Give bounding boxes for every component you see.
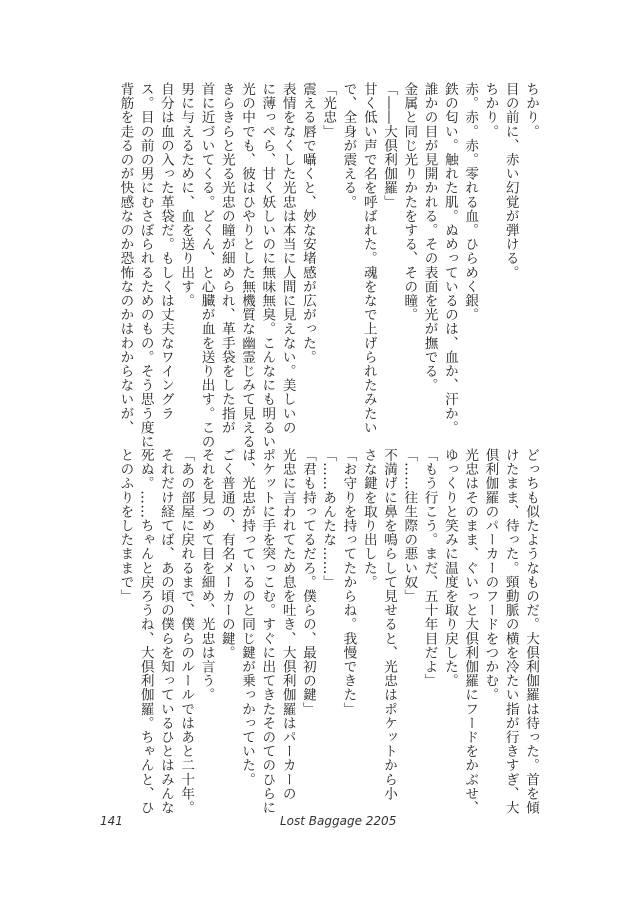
text-line: 倶利伽羅のパーカーのフードをつかむ。 <box>482 448 499 702</box>
text-line: 「――大倶利伽羅」 <box>381 82 398 209</box>
text-line: 「お守りを持ってたからね。我慢できた」 <box>340 448 357 716</box>
text-line: 光の中でも、彼はひやりとした無機質な幽霊じみて見える。 <box>239 82 256 463</box>
text-line: 光忠はそのまま、ぐいっと大倶利伽羅にフードをかぶせ、 <box>462 448 479 815</box>
text-line: 「あの部屋に戻れるまで、僕らのルールではあと二十年。 <box>178 448 195 815</box>
text-line: 「もう行こう。まだ、五十年目だよ」 <box>421 448 438 688</box>
text-line: 光忠に言われてため息を吐き、大倶利伽羅はパーカーの <box>279 448 296 801</box>
text-line: ス。目の前の男にむさぼられるためのもの。そう思う度に <box>137 82 154 449</box>
page-number: 141 <box>100 814 123 828</box>
text-line: 「光忠」 <box>320 82 337 139</box>
text-line: 震える唇で囁くと、妙な安堵感が広がった。 <box>299 82 316 364</box>
text-line: 「……あんたな……」 <box>320 448 337 589</box>
text-line: ちかり。 <box>523 82 539 139</box>
text-line: 死ぬ。……ちゃんと戻ろうね、大倶利伽羅。ちゃんと、ひ <box>137 448 154 815</box>
text-line: 首に近づいてくる。どくん、と心臓が血を送り出す。この <box>198 82 215 449</box>
text-line: とのふりをしたままで」 <box>117 448 134 604</box>
text-line: それだけ経てば、あの頃の僕らを知っているひとはみんな <box>157 448 174 815</box>
text-line: それを見つめて目を細め、光忠は言う。 <box>198 448 215 702</box>
text-line: どっちも似たようなものだ。大倶利伽羅は待った。首を傾 <box>523 448 539 815</box>
text-line: ポケットに手を突っこむ。すぐに出てきたそのてのひらに <box>259 448 276 815</box>
book-title: Lost Baggage 2205 <box>280 814 397 828</box>
text-line: 鉄の匂い。触れた肌。ぬめっているのは、血か、汗か。 <box>441 82 458 435</box>
text-line: は、光忠が持っているのと同じ鍵が乗っかっていた。 <box>239 448 256 787</box>
text-line: ちかり。 <box>482 82 499 139</box>
text-line: 不満げに鼻を鳴らして見せると、光忠はポケットから小 <box>381 448 398 801</box>
text-line: さな鍵を取り出した。 <box>360 448 377 589</box>
text-line: 誰かの目が見開かれる。その表面を光が撫でる。 <box>421 82 438 393</box>
text-line: 「……往生際の悪い奴」 <box>401 448 418 604</box>
text-line: 自分は血の入った革袋だ。もしくは丈夫なワイングラ <box>157 82 174 421</box>
text-line: ゆっくりと笑みに温度を取り戻した。 <box>441 448 458 688</box>
text-line: 背筋を走るのが快感なのか恐怖なのかはわからないが、 <box>117 82 134 435</box>
text-line: 男に与えるために、血を送り出す。 <box>178 82 195 308</box>
text-line: 表情をなくした光忠は本当に人間に見えない。美しいの <box>279 82 296 435</box>
upper-text-block <box>111 82 539 463</box>
text-line: 金属と同じ光りかたをする、その瞳。 <box>401 82 418 322</box>
lower-text-block <box>111 448 539 815</box>
text-line: に薄っぺら、甘く妖しいのに無味無臭。こんなにも明るい <box>259 82 276 449</box>
text-line: けたまま、待った。頸動脈の横を冷たい指が行きすぎ、大 <box>502 448 519 815</box>
text-line: 甘く低い声で名を呼ばれた。魂をなで上げられたみたい <box>360 82 377 435</box>
text-line: きらきらと光る光忠の瞳が細められ、革手袋をした指が <box>218 82 235 435</box>
text-line: 目の前に、赤い幻覚が弾ける。 <box>502 82 519 280</box>
text-line: 赤。赤。赤。零れる血。ひらめく銀。 <box>462 82 479 322</box>
text-line: で、全身が震える。 <box>340 82 357 209</box>
text-line: ごく普通の、有名メーカーの鍵。 <box>218 448 235 660</box>
text-line: 「君も持ってるだろ。僕らの、最初の鍵」 <box>299 448 316 716</box>
